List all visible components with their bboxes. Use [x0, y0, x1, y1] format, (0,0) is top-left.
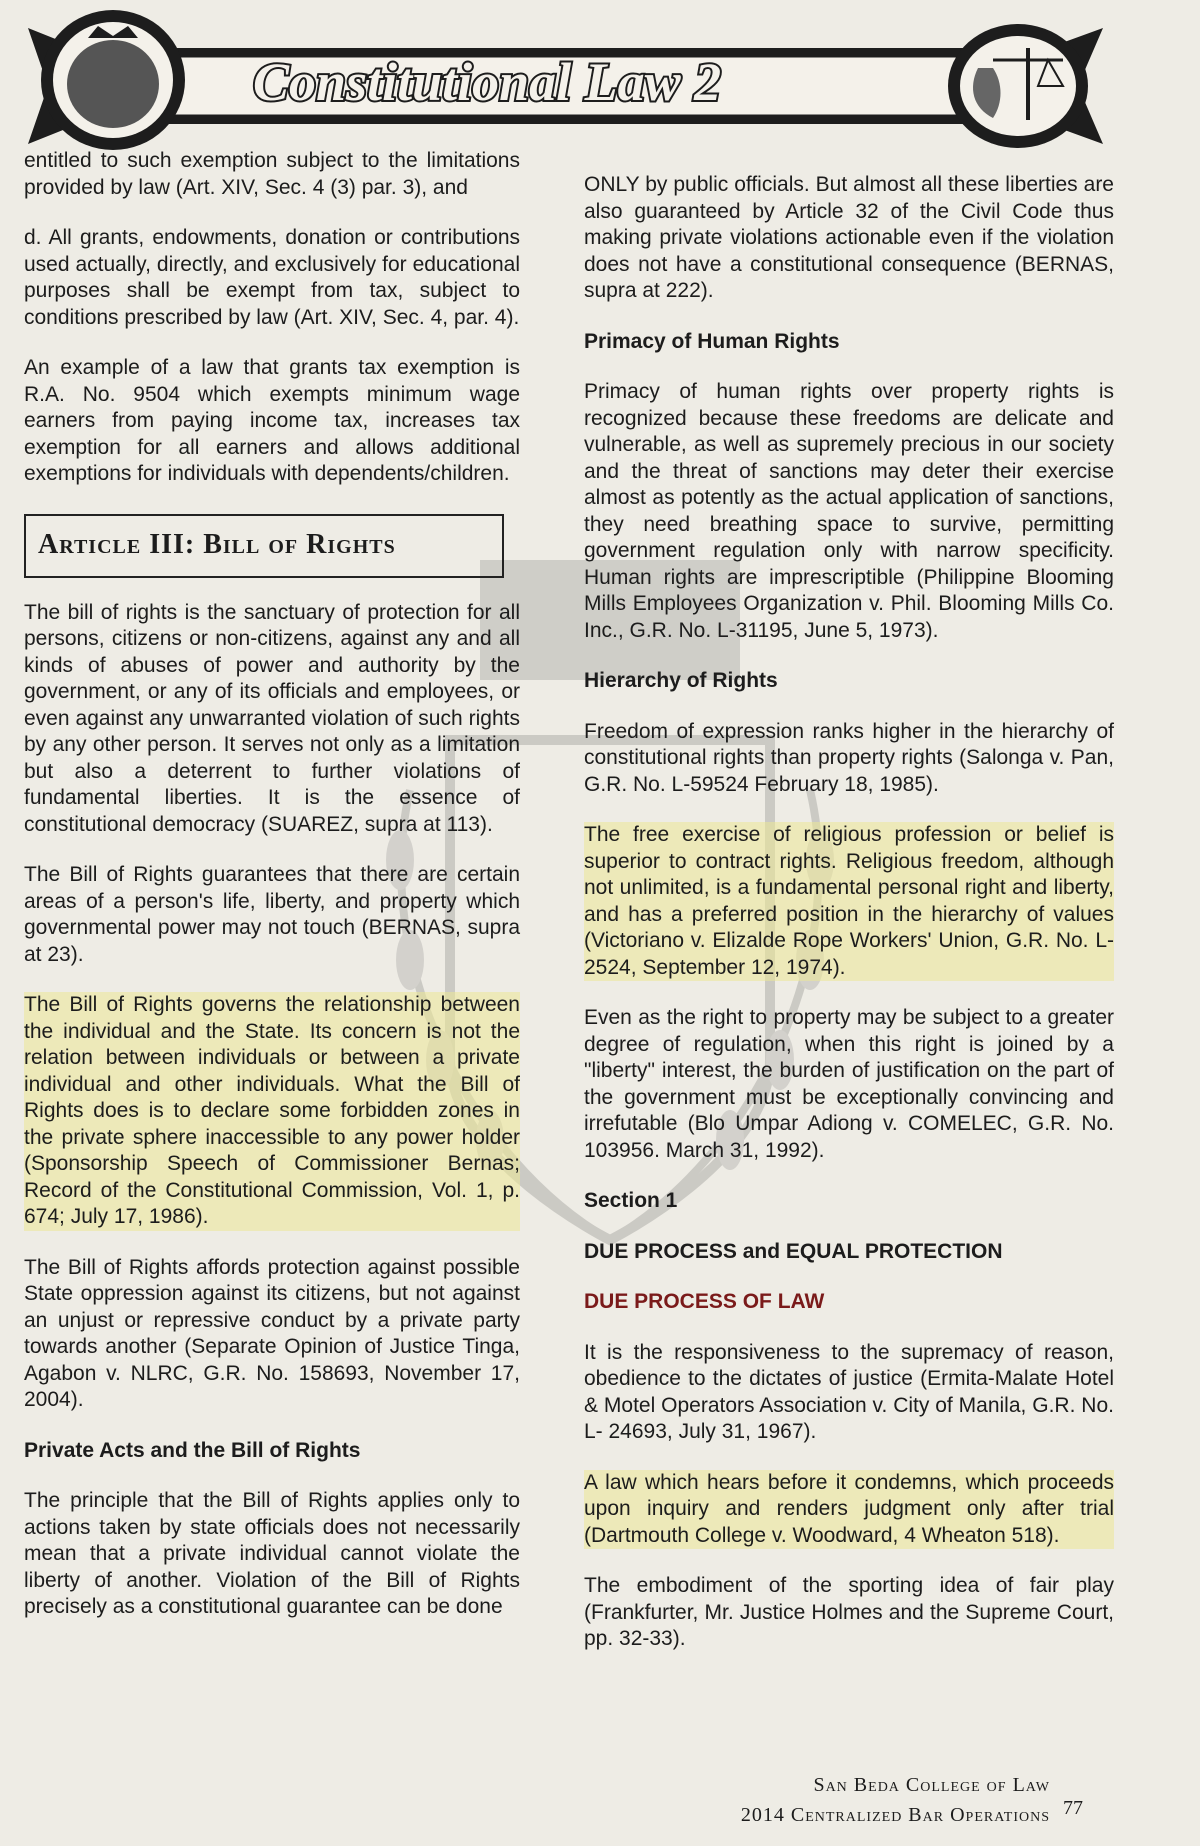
paragraph: It is the responsiveness to the supremacy of reason, obedience to the dictates of justice (Ermita-Malate Hotel & Motel Operators Association v. City of Manila, G.R. No. L- 24693, July 31, 1967). [584, 1340, 1114, 1443]
paragraph: Primacy of human rights over property rights is recognized because these freedoms are delicate and vulnerable, as well as supremely precious in our society and the threat of sanctions may deter their exercise almost as potently as the actual application of sanctions, they need breathing space to survive, permitting government regulation only with narrow specificity. Human rights are imprescriptible (Philippine Blooming Mills Employees Organization v. Phil. Blooming Mills Co. Inc., G.R. No. L-31195, June 5, 1973). [584, 380, 1114, 642]
footer [741, 1770, 1050, 1830]
paragraph: Even as the right to property may be subject to a greater degree of regulation, when this right is joined by a "liberty" interest, the burden of justification on the part of the government must be exceptionally convincing and irrefutable (Blo Umpar Adiong v. COMELEC, G.R. No. 103956. March 31, 1992). [584, 1006, 1114, 1162]
subheading: Primacy of Human Rights [584, 329, 840, 353]
footer-operations: 2014 Centralized Bar Operations [740, 1804, 1050, 1826]
left-column [24, 148, 520, 1645]
paragraph: The free exercise of religious profession or belief is superior to contract rights. Religious freedom, although not unlimited, is a fundamental personal right and liberty, and has a preferred position in the hierarchy of values (Victoriano v. Elizalde Rope Workers' Union, G.R. No. L-2524, September 12, 1974). [584, 822, 1114, 981]
paragraph: d. All grants, endowments, donation or contributions used actually, directly, and exclusively for educational purposes shall be exempt from tax, subject to conditions prescribed by law (Art. XIV, Sec. 4, par. 4). [24, 226, 520, 329]
paragraph: The bill of rights is the sanctuary of protection for all persons, citizens or non-citizens, against any and all kinds of abuses of power and authority by the government, or any of its officials and employees, or even against any unwarranted violation of such rights by any other person. It serves not only as a limitation but also a deterrent to further violations of fundamental liberties. It is the essence of constitutional democracy (SUAREZ, supra at 113). [24, 600, 520, 836]
paragraph: Freedom of expression ranks higher in the hierarchy of constitutional rights than property rights (Salonga v. Pan, G.R. No. L-59524 February 18, 1985). [584, 719, 1114, 796]
article-heading: Article III: Bill of Rights [38, 529, 396, 561]
section-number: Section 1 [584, 1189, 678, 1212]
header-banner [18, 8, 1108, 156]
paragraph: The embodiment of the sporting idea of fair play (Frankfurter, Mr. Justice Holmes and the Supreme Court, pp. 32-33). [584, 1574, 1114, 1650]
banner-title: Constitutional Law 2 [253, 52, 722, 112]
page-number: 77 [1063, 1797, 1083, 1819]
subheading: DUE PROCESS OF LAW [584, 1290, 825, 1313]
paragraph: entitled to such exemption subject to the limitations provided by law (Art. XIV, Sec. 4 (3) par. 3), and [24, 149, 520, 199]
footer-college: San Beda College of Law [813, 1774, 1050, 1796]
paragraph: The Bill of Rights governs the relationship between the individual and the State. Its concern is not the relation between individuals or between a private individual and other individuals. What the Bill of Rights does is to declare some forbidden zones in the private sphere inaccessible to any power holder (Sponsorship Speech of Commissioner Bernas; Record of the Constitutional Commission, Vol. 1, p. 674; July 17, 1986). [24, 992, 520, 1231]
paragraph: The Bill of Rights guarantees that there are certain areas of a person's life, liberty, and property which governmental power may not touch (BERNAS, supra at 23). [24, 863, 520, 966]
paragraph: A law which hears before it condemns, which proceeds upon inquiry and renders judgment only after trial (Dartmouth College v. Woodward, 4 Wheaton 518). [584, 1470, 1114, 1550]
article-heading-box [24, 514, 504, 578]
paragraph: ONLY by public officials. But almost all these liberties are also guaranteed by Article 32 of the Civil Code thus making private violations actionable even if the violation does not have a constitutional consequence (BERNAS, supra at 222). [584, 173, 1114, 302]
right-column [584, 172, 1114, 1677]
justice-scales-logo-right [948, 24, 1088, 148]
subheading: Hierarchy of Rights [584, 669, 778, 692]
seal-logo-left [41, 10, 185, 150]
section-title: DUE PROCESS and EQUAL PROTECTION [584, 1239, 1003, 1263]
paragraph: An example of a law that grants tax exemption is R.A. No. 9504 which exempts minimum wage earners from paying income tax, increases tax exemption for all earners and allows additional exemptions for individuals with dependents/children. [24, 356, 520, 485]
subheading: Private Acts and the Bill of Rights [24, 1438, 361, 1462]
paragraph: The principle that the Bill of Rights applies only to actions taken by state officials does not necessarily mean that a private individual cannot violate the liberty of another. Violation of the Bill of Rights precisely as a constitutional guarantee can be done [24, 1489, 520, 1618]
paragraph: The Bill of Rights affords protection against possible State oppression against its citizens, but not against an unjust or repressive conduct by a private party towards another (Separate Opinion of Justice Tinga, Agabon v. NLRC, G.R. No. 158693, November 17, 2004). [24, 1255, 520, 1411]
